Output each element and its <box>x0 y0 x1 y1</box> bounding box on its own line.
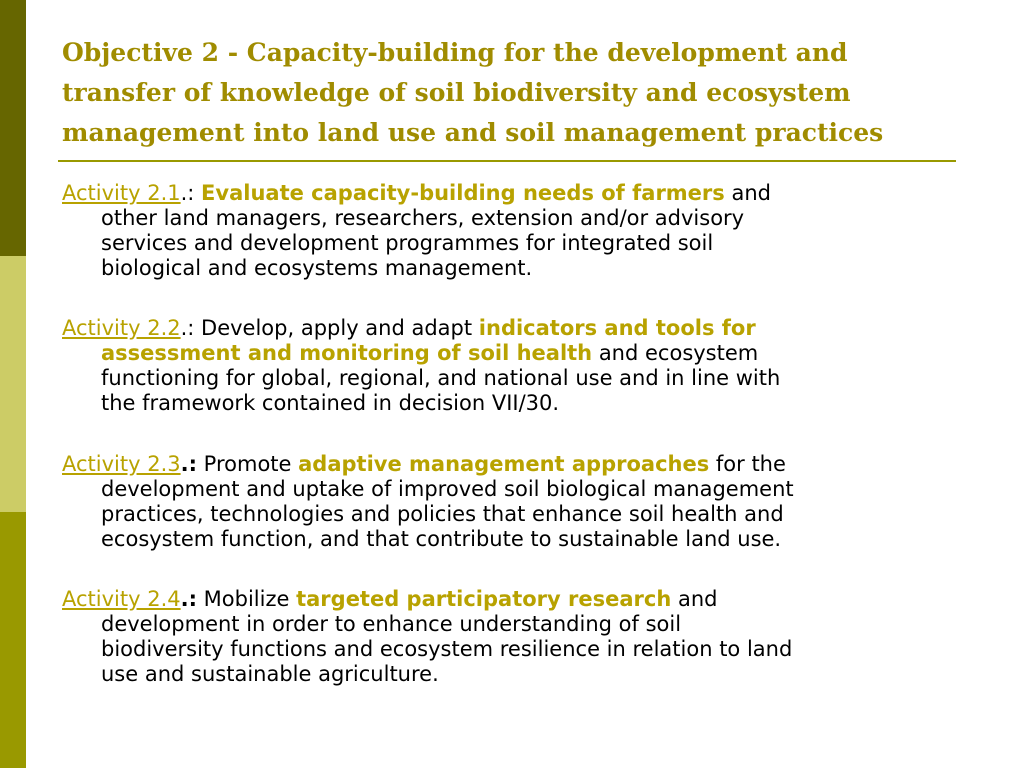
title-divider <box>58 160 956 162</box>
activity-text-line <box>62 662 992 687</box>
activity-text: development in order to enhance understanding of soil <box>101 612 682 636</box>
activity-highlight: indicators and tools for <box>478 316 756 340</box>
activity-text: use and sustainable agriculture. <box>101 662 439 686</box>
activity-text-line <box>62 502 992 527</box>
activity-text-line <box>62 316 992 341</box>
title-line: management into land use and soil management practices <box>62 118 884 147</box>
activity-text-line <box>62 477 992 502</box>
activity-text: .: <box>180 452 197 476</box>
activity-text: .: <box>180 587 197 611</box>
activity-text: and <box>724 181 771 205</box>
activity-text-line <box>62 587 992 612</box>
activity-text-line <box>62 231 992 256</box>
activity-text: .: <box>180 181 202 205</box>
activity-text: Mobilize <box>197 587 297 611</box>
activity-text-line <box>62 181 992 206</box>
activity-highlight: assessment and monitoring of soil health <box>101 341 593 365</box>
activity-highlight: Evaluate capacity-building needs of farmers <box>201 181 725 205</box>
activity-text: .: Develop, apply and adapt <box>180 316 479 340</box>
activity-text: the framework contained in decision VII/30. <box>101 391 560 415</box>
activity-label: Activity 2.3 <box>62 452 181 476</box>
activity-text: Promote <box>197 452 299 476</box>
activity-highlight: targeted participatory research <box>296 587 672 611</box>
activity-label: Activity 2.2 <box>62 316 181 340</box>
slide-title <box>62 33 962 153</box>
activity-text: functioning for global, regional, and national use and in line with <box>101 366 781 390</box>
activity-text: other land managers, researchers, extension and/or advisory <box>101 206 745 230</box>
title-line: transfer of knowledge of soil biodiversity and ecosystem <box>62 78 851 107</box>
side-bar-middle <box>0 256 26 512</box>
activity-text: ecosystem function, and that contribute to sustainable land use. <box>101 527 782 551</box>
activity-text: development and uptake of improved soil biological management <box>101 477 794 501</box>
activity-text: for the <box>709 452 786 476</box>
activity-item <box>62 587 992 687</box>
activity-item <box>62 316 992 416</box>
activity-text-line <box>62 341 992 366</box>
side-bar-bottom <box>0 512 26 768</box>
activity-text-line <box>62 256 992 281</box>
activity-text: practices, technologies and policies that enhance soil health and <box>101 502 784 526</box>
activity-text-line <box>62 452 992 477</box>
activity-text: biodiversity functions and ecosystem resilience in relation to land <box>101 637 793 661</box>
activity-item <box>62 452 992 552</box>
title-line: Objective 2 - Capacity-building for the development and <box>62 38 848 67</box>
activity-text-line <box>62 391 992 416</box>
activity-highlight: adaptive management approaches <box>298 452 710 476</box>
activity-text-line <box>62 637 992 662</box>
activity-text: services and development programmes for integrated soil <box>101 231 714 255</box>
activity-item <box>62 181 992 281</box>
activity-text-line <box>62 206 992 231</box>
activity-text-line <box>62 612 992 637</box>
activity-label: Activity 2.1 <box>62 181 181 205</box>
activity-text: and ecosystem <box>592 341 759 365</box>
activity-text-line <box>62 527 992 552</box>
activity-text: and <box>671 587 718 611</box>
side-bar-top <box>0 0 26 256</box>
activity-text-line <box>62 366 992 391</box>
activity-label: Activity 2.4 <box>62 587 181 611</box>
activity-text: biological and ecosystems management. <box>101 256 533 280</box>
